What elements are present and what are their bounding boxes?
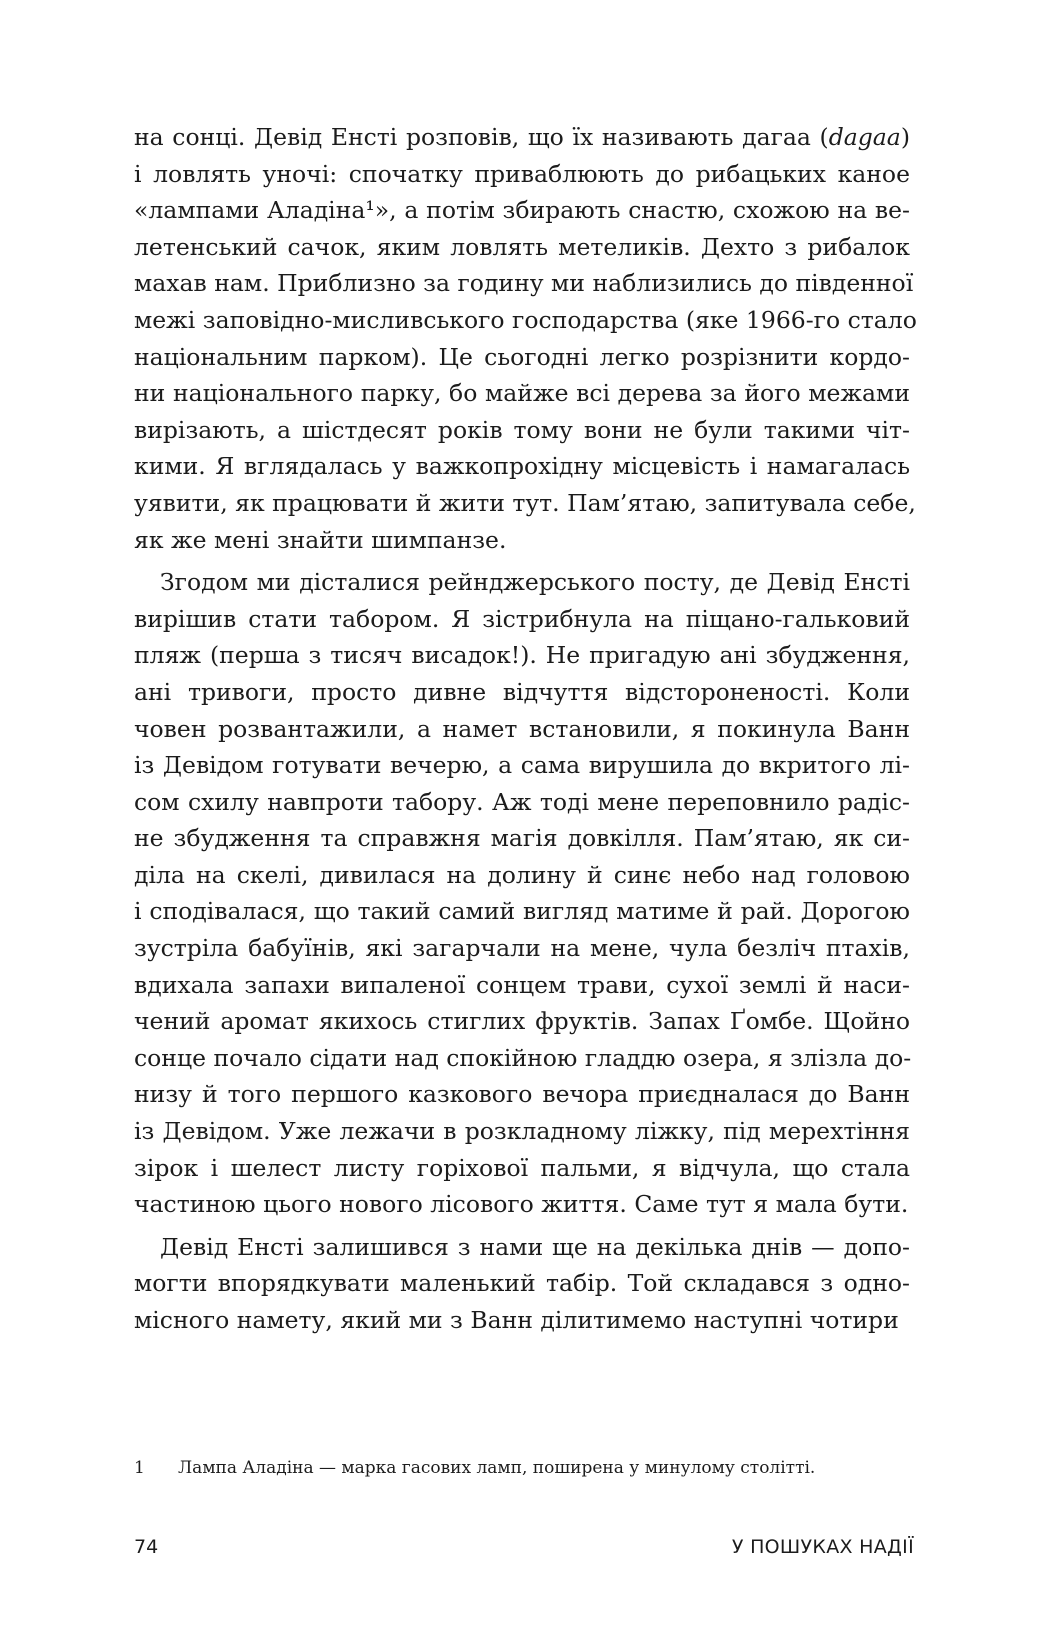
text-line: кими. Я вглядалась у важкопрохідну місцевість і намагалась <box>134 452 910 481</box>
paragraph <box>134 119 917 558</box>
text-line: і сподівалася, що такий самий вигляд матиме й рай. Дорогою <box>134 897 910 926</box>
text-line: ані тривоги, просто дивне відчуття відстороненості. Коли <box>134 677 910 706</box>
running-title: У ПОШУКАХ НАДІЇ <box>731 1536 914 1558</box>
text-line: човен розвантажили, а намет встановили, я покинула Ванн <box>134 714 910 743</box>
text-line: із Девідом готувати вечерю, а сама вирушила до вкритого лі- <box>134 751 910 780</box>
text-line: «лампами Аладіна¹», а потім збирають снастю, схожою на ве- <box>134 196 910 225</box>
footnote-text: Лампа Аладіна — марка гасових ламп, поширена у минулому столітті. <box>178 1458 816 1478</box>
text-line: місного намету, який ми з Ванн ділитимемо наступні чотири <box>134 1306 899 1334</box>
text-line: летенський сачок, яким ловлять метеликів. Дехто з рибалок <box>134 232 910 261</box>
text-line: діла на скелі, дивилася на долину й синє небо над головою <box>134 860 910 889</box>
paragraph <box>134 1229 910 1339</box>
text-line: Девід Енсті залишився з нами ще на декілька днів — допо- <box>160 1232 910 1261</box>
text-line: вдихала запахи випаленої сонцем трави, сухої землі й наси- <box>134 970 910 999</box>
text-line: частиною цього нового лісового життя. Саме тут я мала бути. <box>134 1190 909 1219</box>
paragraph <box>134 564 910 1223</box>
text-line: вирішив стати табором. Я зістрибнула на піщано-гальковий <box>134 604 910 633</box>
text-line: межі заповідно-мисливського господарства (яке 1966-го стало <box>134 305 917 334</box>
page-number: 74 <box>134 1536 159 1558</box>
text-line: сом схилу навпроти табору. Аж тоді мене переповнило радіс- <box>134 787 910 816</box>
text-line: національним парком). Це сьогодні легко розрізнити кордо- <box>134 342 910 371</box>
text-line: чений аромат якихось стиглих фруктів. Запах Ґомбе. Щойно <box>134 1007 910 1036</box>
text-line: Згодом ми дісталися рейнджерського посту, де Девід Енсті <box>160 568 910 597</box>
text-line: ни національного парку, бо майже всі дерева за його межами <box>134 379 910 408</box>
text-line: зустріла бабуїнів, які загарчали на мене, чула безліч птахів, <box>134 934 910 963</box>
footnote-number: 1 <box>134 1458 145 1478</box>
text-line: вирізають, а шістдесят років тому вони не були такими чіт- <box>134 415 910 444</box>
italic-term: dagaa <box>828 123 901 151</box>
text-line: зірок і шелест листу горіхової пальми, я відчула, що стала <box>134 1153 910 1182</box>
text-line: могти впорядкувати маленький табір. Той складався з одно- <box>134 1269 910 1298</box>
text-line: як же мені знайти шимпанзе. <box>134 525 507 554</box>
text-line: сонце почало сідати над спокійною гладдю озера, я злізла до- <box>134 1043 912 1072</box>
body-text <box>134 119 917 1339</box>
text-line: на сонці. Девід Енсті розповів, що їх називають дагаа (dagaa) <box>134 123 910 151</box>
text-line: уявити, як працювати й жити тут. Пам’ятаю, запитувала себе, <box>134 488 916 517</box>
text-line: пляж (перша з тисяч висадок!). Не пригадую ані збудження, <box>134 641 910 670</box>
footnote <box>134 1456 914 1480</box>
text-line: махав нам. Приблизно за годину ми наблизились до південної <box>134 269 914 298</box>
text-line: не збудження та справжня магія довкілля. Пам’ятаю, як си- <box>134 824 910 853</box>
text-line: із Девідом. Уже лежачи в розкладному ліжку, під мерехтіння <box>134 1117 910 1146</box>
text-line: низу й того першого казкового вечора приєдналася до Ванн <box>134 1080 910 1109</box>
text-line: і ловлять уночі: спочатку приваблюють до рибацьких каное <box>134 159 910 188</box>
